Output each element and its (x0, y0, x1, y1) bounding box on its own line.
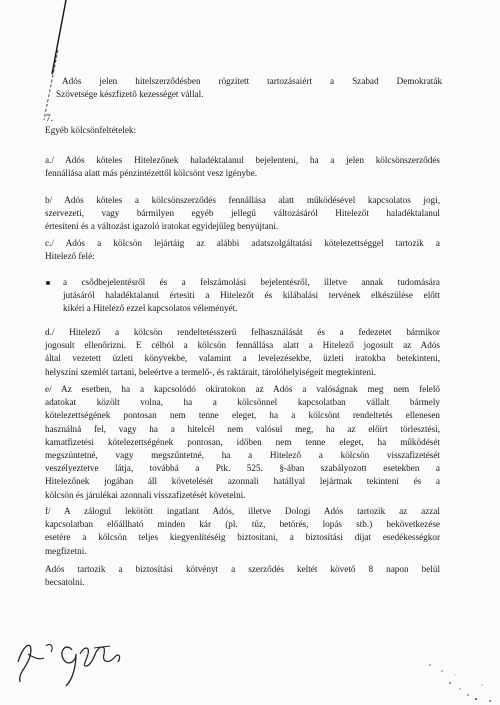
bullet-line: jutásáról haladéktalanul értesíti a Hitelezőt és kilábalási tervének elkészülése előtt (63, 290, 440, 301)
paragraph-d-line: helyszíni szemlét tartani, beleértve a termelő-, és raktárait, tárolóhelyiségeit megtekinteni. (45, 366, 376, 377)
handwritten-signature-icon (10, 632, 150, 692)
bullet-icon (46, 281, 50, 285)
intro-line-1: Adós jelen hitelszerződésben rögzített tartozásaiért a Szabad Demokraták (62, 76, 442, 86)
paragraph-d-line: által vezetett üzleti könyvekbe, valamint a levelezésekbe, üzleti iratokba betekinteni, (45, 353, 440, 364)
paragraph-g-line: Adós tartozik a biztosítási kötvényt a szerződés keltét követő 8 napon belül (45, 564, 440, 574)
bullet-paragraph (63, 276, 440, 316)
paragraph-g (45, 563, 440, 589)
paragraph-c-line: c./ Adós a kölcsön lejártáig az alábbi adatszolgáltatási kötelezettséggel tartozik a (45, 238, 440, 248)
bullet-line: kikéri a Hitelező ezzel kapcsolatos véleményét. (63, 303, 238, 314)
paragraph-c (45, 237, 440, 263)
paragraph-e (45, 383, 440, 502)
paragraph-a-line: fennállása alatt más pénzintézettől kölcsönt vesz igénybe. (45, 168, 257, 179)
paragraph-e-line: megszüntetné, vagy megszűntetné, ha a Hitelező a kölcsön visszafizetését (45, 450, 440, 461)
paragraph-b-line: b/ Adós köteles a kölcsönszerződés fennállása alatt működésével kapcsolatos jogi, (45, 195, 440, 205)
paragraph-g-line: becsatolni. (45, 577, 85, 588)
paragraph-e-line: Hitelezőnek jogában áll követelését azonnali hatállyal lejártnak tekinteni és a (45, 476, 440, 487)
paragraph-f-line: kapcsolatban előállható minden kár (pl. tűz, betörés, lopás stb.) bekövetkezése (45, 519, 440, 530)
paragraph-c-line: Hitelező felé: (45, 251, 95, 262)
paragraph-a-line: a./ Adós köteles Hitelezőnek haladéktalanul bejelenteni, ha a jelen kölcsönszerződés (45, 155, 440, 165)
paragraph-e-line: használná fel, vagy ha a hitelcél nem valósul meg, ha az előírt törlesztési, (45, 423, 440, 434)
paragraph-b-line: szervezeti, vagy bármilyen egyéb jellegű változásáról Hitelezőt haladéktalanul (45, 208, 440, 219)
paragraph-e-line: veszélyeztetve látja, továbbá a Ptk. 525. §-ában szabályozott esetekben a (45, 463, 440, 474)
paragraph-f (45, 505, 440, 558)
paragraph-f-line: megfizetni. (45, 545, 87, 556)
paragraph-e-line: kölcsön és járulékai azonnali visszafizetését követelni. (45, 489, 246, 500)
intro-line-2: Szövetsége készfizető kezességet vállal. (56, 89, 204, 100)
paragraph-d (45, 326, 440, 379)
paragraph-b (45, 194, 440, 234)
paragraph-d-line: d./ Hitelező a kölcsön rendeltetésszerű felhasználását és a fedezetet bármikor (45, 327, 440, 337)
paragraph-f-line: f/ A zálogul lekötött ingatlant Adós, illetve Dologi Adós tartozik az azzal (45, 506, 440, 516)
paragraph-d-line: jogosult ellenőrizni. E célból a kölcsön fennállása alatt a Hitelező jogosult az Adós (45, 340, 440, 351)
bullet-line: a csődbejelentésről és a felszámolási bejelentésről, illetve annak tudomására (63, 277, 440, 287)
paragraph-e-line: adatokat közölt volna, ha a kölcsönnel kapcsolatban vállalt bármely (45, 397, 440, 408)
scan-noise-artifact (420, 655, 500, 705)
paragraph-f-line: esetére a kölcsön teljes kiegyenlítéséig biztosítani, a biztosítási díjat esedékességkor (45, 532, 440, 543)
paragraph-a (45, 154, 440, 180)
section-7-heading: Egyéb kölcsönfeltételek: (45, 125, 137, 135)
paragraph-e-line: kamatfizetési kötelezettségének pontosan, időben nem tenne eleget, ha működését (45, 436, 440, 447)
paragraph-e-line: e/ Az esetben, ha a kapcsolódó okiratokon az Adós a valóságnak meg nem felelő (45, 384, 440, 394)
intro-paragraph (56, 75, 442, 101)
section-7-number: 7. (46, 113, 53, 123)
section-heading (45, 124, 136, 137)
paragraph-b-line: értesíteni és a változást igazoló iratokat egyidejűleg benyújtani. (45, 221, 279, 232)
paragraph-e-line: kötelezettségének pontosan nem tenne eleget, ha a kölcsönt rendeltetés ellenesen (45, 410, 440, 421)
